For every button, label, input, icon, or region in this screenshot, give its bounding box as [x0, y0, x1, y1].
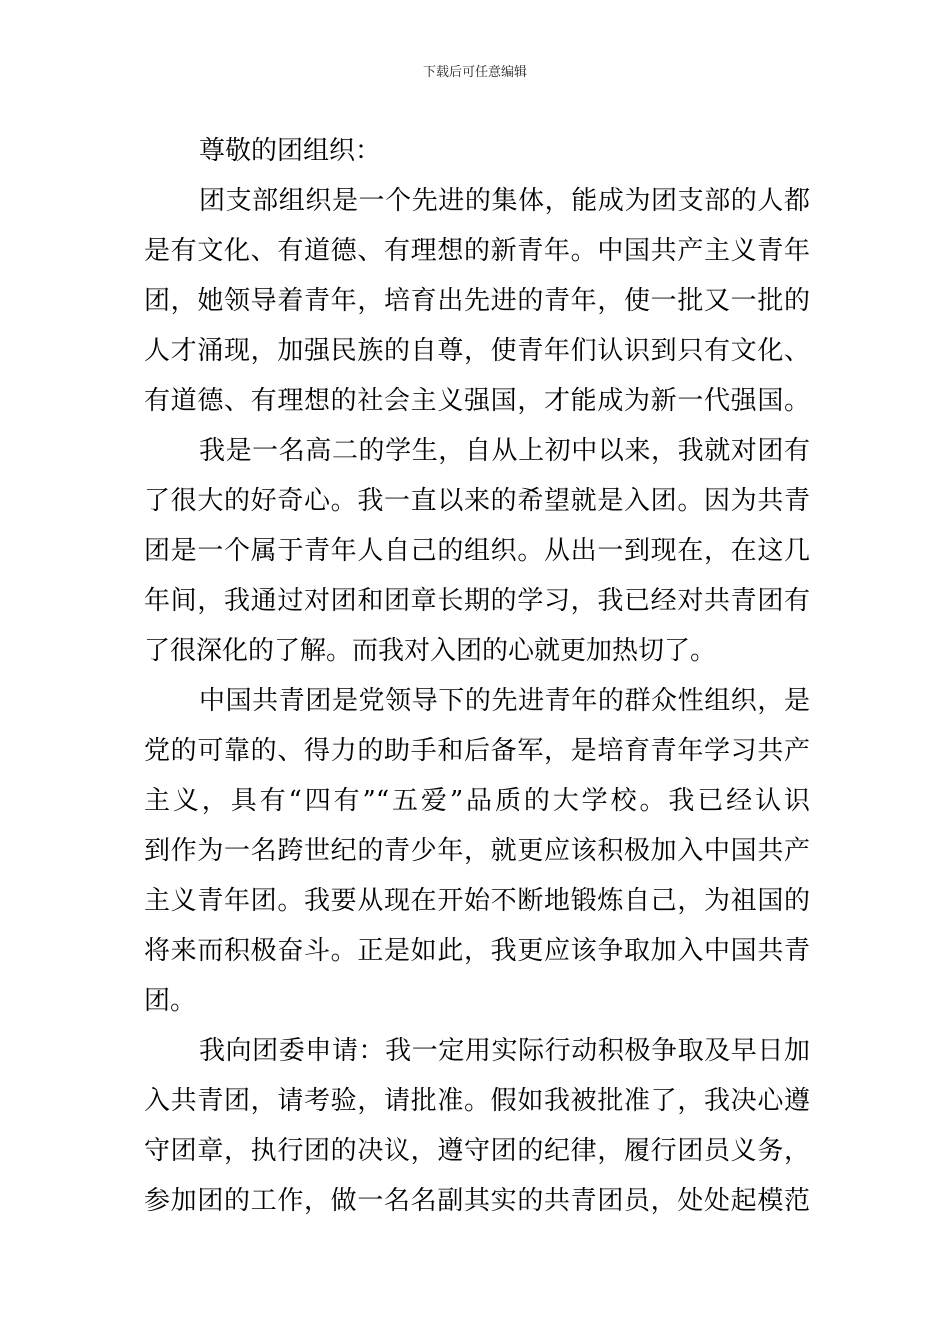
paragraph-2 — [144, 426, 810, 676]
page-header: 下载后可任意编辑 — [422, 65, 527, 80]
paragraph-4 — [144, 1026, 810, 1226]
text-line: 了很深化的了解。而我对入团的心就更加热切了。 — [144, 636, 717, 666]
text-line: 中国共青团是党领导下的先进青年的群众性组织，是 — [199, 686, 810, 716]
text-line: 人才涌现，加强民族的自尊，使青年们认识到只有文化、 — [144, 336, 810, 366]
text-line: 主义青年团。我要从现在开始不断地锻炼自己，为祖国的 — [144, 886, 810, 916]
document-body — [144, 126, 810, 1226]
text-line: 主义，具有“四有”“五爱”品质的大学校。我已经认识 — [144, 786, 810, 816]
text-line: 团，她领导着青年，培育出先进的青年，使一批又一批的 — [144, 286, 810, 316]
text-line: 团。 — [144, 986, 197, 1016]
text-line: 是有文化、有道德、有理想的新青年。中国共产主义青年 — [144, 236, 810, 266]
text-line: 了很大的好奇心。我一直以来的希望就是入团。因为共青 — [144, 486, 810, 516]
text-line: 团支部组织是一个先进的集体，能成为团支部的人都 — [199, 186, 810, 216]
text-line: 有道德、有理想的社会主义强国，才能成为新一代强国。 — [144, 386, 810, 416]
paragraph-3 — [144, 676, 810, 1026]
text-line: 将来而积极奋斗。正是如此，我更应该争取加入中国共青 — [144, 936, 810, 966]
text-line: 团是一个属于青年人自己的组织。从出一到现在，在这几 — [144, 536, 810, 566]
text-line: 入共青团，请考验，请批准。假如我被批准了，我决心遵 — [144, 1086, 810, 1116]
paragraph-1 — [144, 176, 810, 426]
text-line: 党的可靠的、得力的助手和后备军，是培育青年学习共产 — [144, 736, 810, 766]
text-line: 年间，我通过对团和团章长期的学习，我已经对共青团有 — [144, 586, 810, 616]
text-line: 我是一名高二的学生，自从上初中以来，我就对团有 — [199, 436, 810, 466]
text-line: 到作为一名跨世纪的青少年，就更应该积极加入中国共产 — [144, 836, 810, 866]
text-line: 参加团的工作，做一名名副其实的共青团员，处处起模范 — [144, 1186, 810, 1216]
text-line: 我向团委申请：我一定用实际行动积极争取及早日加 — [199, 1036, 810, 1066]
text-line: 守团章，执行团的决议，遵守团的纪律，履行团员义务， — [144, 1136, 810, 1166]
salutation: 尊敬的团组织： — [199, 136, 382, 166]
